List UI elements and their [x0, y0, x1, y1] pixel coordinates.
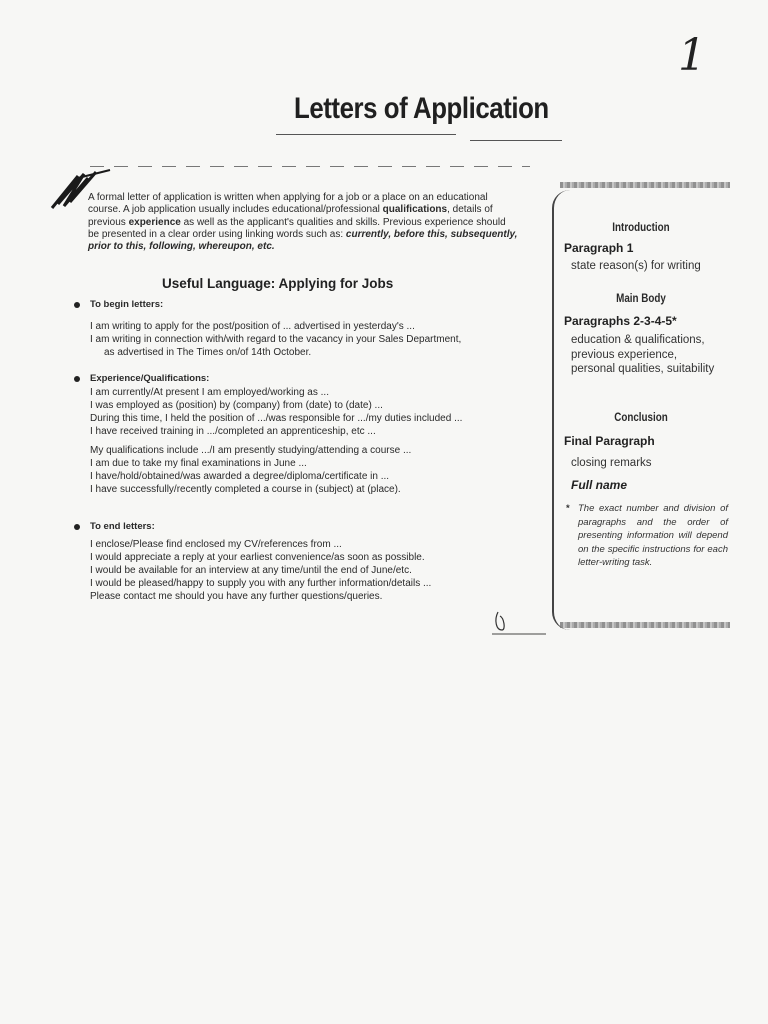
experience-line: During this time, I held the position of .../was responsible for .../my duties included ... [90, 413, 463, 424]
intro-text-3: as well as the applicant's qualities and skills. Previous experience should be presented in a clear order using linking words such as: [88, 216, 506, 240]
experience-line: I am currently/At present I am employed/working as ... [90, 387, 329, 398]
bullet-dot [74, 302, 80, 308]
sidebar-full-name: Full name [571, 478, 628, 492]
sidebar-final-text: closing remarks [571, 457, 652, 469]
begin-heading: To begin letters: [90, 299, 164, 310]
intro-text-1: A formal letter of application is written when applying for a job or a place on an educational course. A job application usually includes educational/professional [88, 192, 488, 216]
experience-line: I have received training in .../completed an apprenticeship, etc ... [90, 426, 376, 437]
sidebar-final-paragraph: Final Paragraph [564, 434, 655, 448]
intro-linking-words: currently, before this, subsequently, prior to this, following, whereupon, etc. [88, 228, 518, 253]
end-line: Please contact me should you have any further questions/queries. [90, 591, 383, 602]
sidebar-heading-conclusion: Conclusion [614, 410, 668, 424]
end-heading: To end letters: [90, 521, 155, 532]
begin-line: I am writing to apply for the post/position of ... advertised in yesterday's ... [90, 321, 415, 332]
sidebar-footnote [566, 502, 728, 570]
qualification-line: I have successfully/recently completed a course in (subject) at (place). [90, 484, 401, 495]
sidebar-heading-main-body: Main Body [616, 291, 666, 305]
bullet-heading-begin [72, 298, 512, 312]
footnote-asterisk: * [566, 503, 570, 514]
sidebar-top-border [560, 182, 730, 188]
section-experience [72, 372, 512, 496]
sidebar-bottom-border [560, 622, 730, 628]
page-title: Letters of Application [294, 92, 549, 125]
bullet-dot [74, 376, 80, 382]
bullet-heading-end [72, 520, 512, 534]
title-underline [276, 134, 456, 135]
experience-heading: Experience/Qualifications: [90, 373, 210, 384]
intro-text-2: , details of previous [88, 204, 493, 228]
section-begin-letters [72, 298, 512, 359]
sidebar-heading-introduction: Introduction [612, 220, 670, 234]
qualification-line: I am due to take my final examinations in June ... [90, 458, 307, 469]
divider-rule [90, 166, 530, 167]
experience-line: I was employed as (position) by (company) from (date) to (date) ... [90, 400, 383, 411]
end-line: I would appreciate a reply at your earliest convenience/as soon as possible. [90, 552, 425, 563]
begin-line: as advertised in The Times on/of 14th October. [104, 347, 312, 358]
sidebar-paragraphs-text: education & qualifications, previous experience, personal qualities, suitability [571, 334, 715, 375]
bullet-dot [74, 524, 80, 530]
end-line: I enclose/Please find enclosed my CV/references from ... [90, 539, 342, 550]
end-line: I would be pleased/happy to supply you with any further information/details ... [90, 578, 432, 589]
section-end-letters [72, 520, 512, 603]
intro-bold-qualifications: qualifications [382, 204, 448, 216]
bullet-heading-experience [72, 372, 512, 386]
pen-doodle-mark [490, 608, 550, 636]
page-number: 1 [678, 30, 706, 81]
qualification-line: My qualifications include .../I am presently studying/attending a course ... [90, 445, 412, 456]
footnote-text: The exact number and division of paragraphs and the order of presenting information will depend on the specific instructions for each letter-writing task. [578, 503, 728, 568]
end-line: I would be available for an interview at any time/until the end of June/etc. [90, 565, 412, 576]
intro-paragraph [88, 192, 518, 253]
begin-line: I am writing in connection with/with regard to the vacancy in your Sales Department, [90, 334, 462, 345]
qualification-line: I have/hold/obtained/was awarded a degree/diploma/certificate in ... [90, 471, 390, 482]
sidebar-paragraph-1-text: state reason(s) for writing [571, 260, 701, 272]
sidebar-paragraphs: Paragraphs 2-3-4-5* [564, 314, 677, 328]
title-underline-right [470, 140, 562, 141]
sidebar-paragraph-1: Paragraph 1 [564, 241, 634, 255]
useful-language-heading: Useful Language: Applying for Jobs [162, 276, 394, 291]
intro-bold-experience: experience [128, 216, 181, 228]
